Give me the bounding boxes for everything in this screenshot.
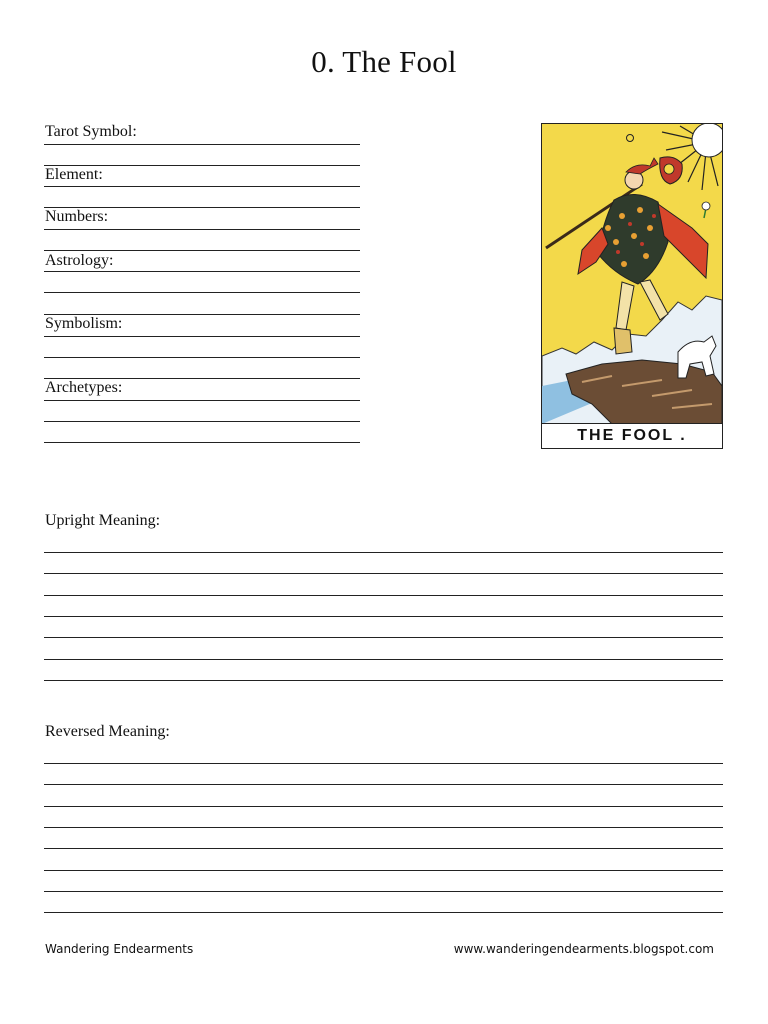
- upright-line[interactable]: [44, 637, 723, 638]
- numbers-line[interactable]: [44, 229, 360, 230]
- page-title: 0. The Fool: [311, 44, 457, 79]
- reversed-line[interactable]: [44, 763, 723, 764]
- field-label-tarot-symbol: Tarot Symbol:: [45, 123, 137, 140]
- field-label-numbers: Numbers:: [45, 208, 109, 225]
- footer-brand: Wandering Endearments: [45, 942, 194, 956]
- reversed-line[interactable]: [44, 891, 723, 892]
- rose-icon: [702, 202, 710, 210]
- reversed-line[interactable]: [44, 827, 723, 828]
- archetypes-line[interactable]: [44, 400, 360, 401]
- symbolism-line[interactable]: [44, 357, 360, 358]
- upright-line[interactable]: [44, 595, 723, 596]
- footer-url-link[interactable]: www.wanderingendearments.blogspot.com: [453, 942, 714, 956]
- field-label-element: Element:: [45, 166, 103, 183]
- upright-meaning-label: Upright Meaning:: [45, 512, 161, 529]
- upright-line[interactable]: [44, 659, 723, 660]
- element-line[interactable]: [44, 186, 360, 187]
- field-label-symbolism: Symbolism:: [45, 315, 123, 332]
- fool-boot: [614, 328, 632, 354]
- upright-line[interactable]: [44, 552, 723, 553]
- field-label-archetypes: Archetypes:: [45, 379, 123, 396]
- reversed-line[interactable]: [44, 912, 723, 913]
- fool-card-illustration: [542, 124, 722, 424]
- sun-icon: [692, 124, 722, 157]
- card-caption: THE FOOL .: [542, 423, 722, 448]
- reversed-meaning-label: Reversed Meaning:: [45, 723, 170, 740]
- field-label-astrology: Astrology:: [45, 252, 114, 269]
- upright-line[interactable]: [44, 616, 723, 617]
- reversed-line[interactable]: [44, 870, 723, 871]
- archetypes-line[interactable]: [44, 421, 360, 422]
- tarot-card-image: [541, 123, 723, 449]
- numbers-line[interactable]: [44, 250, 360, 251]
- upright-line[interactable]: [44, 680, 723, 681]
- reversed-line[interactable]: [44, 784, 723, 785]
- astrology-line[interactable]: [44, 292, 360, 293]
- archetypes-line[interactable]: [44, 442, 360, 443]
- reversed-line[interactable]: [44, 848, 723, 849]
- upright-line[interactable]: [44, 573, 723, 574]
- reversed-line[interactable]: [44, 806, 723, 807]
- symbolism-line[interactable]: [44, 336, 360, 337]
- astrology-line[interactable]: [44, 271, 360, 272]
- tarot-symbol-line[interactable]: [44, 144, 360, 145]
